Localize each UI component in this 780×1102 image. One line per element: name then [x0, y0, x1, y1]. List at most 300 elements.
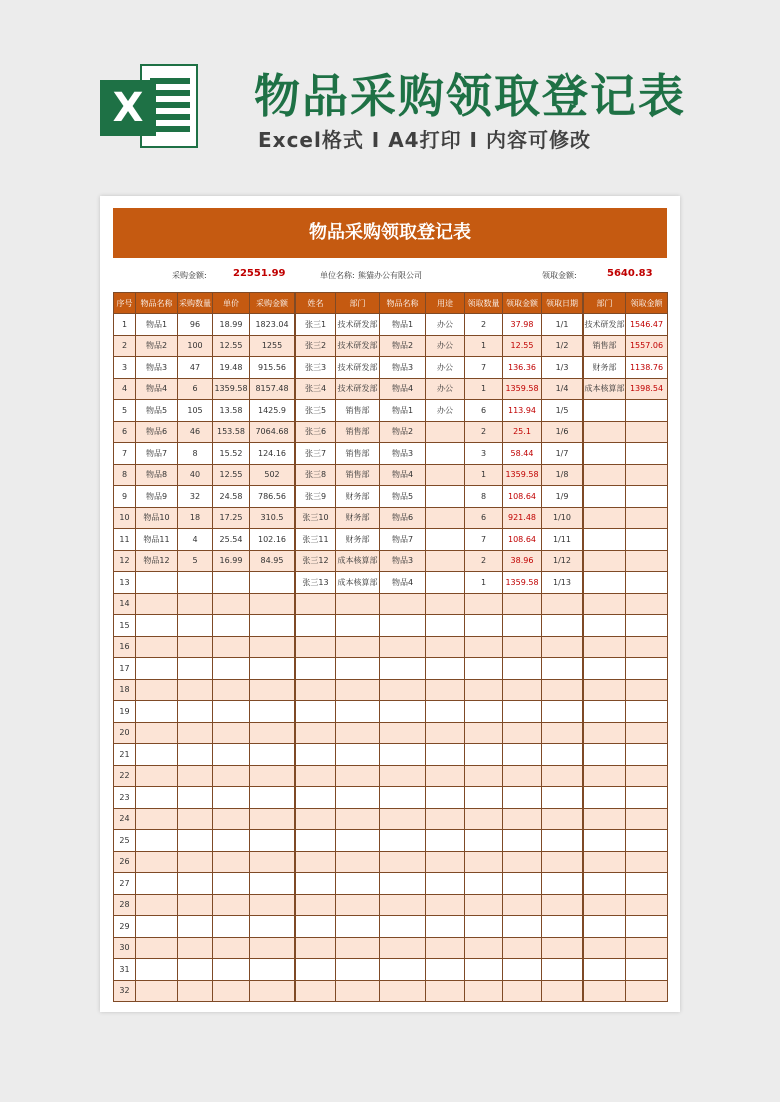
- table-cell[interactable]: 物品4: [380, 378, 426, 400]
- table-cell[interactable]: [250, 894, 295, 916]
- table-cell[interactable]: 张三11: [296, 529, 336, 551]
- table-cell[interactable]: [380, 722, 426, 744]
- table-cell[interactable]: [250, 937, 295, 959]
- table-cell[interactable]: [584, 679, 626, 701]
- table-cell[interactable]: [213, 615, 250, 637]
- table-cell[interactable]: 8157.48: [250, 378, 295, 400]
- table-cell[interactable]: [503, 615, 542, 637]
- table-cell[interactable]: [336, 701, 380, 723]
- table-cell[interactable]: 47: [178, 357, 213, 379]
- table-cell[interactable]: [503, 787, 542, 809]
- table-cell[interactable]: 915.56: [250, 357, 295, 379]
- table-cell[interactable]: 1: [114, 314, 136, 336]
- table-cell[interactable]: [465, 744, 503, 766]
- table-cell[interactable]: [380, 959, 426, 981]
- table-cell[interactable]: 物品2: [380, 335, 426, 357]
- table-cell[interactable]: [380, 787, 426, 809]
- table-cell[interactable]: [178, 873, 213, 895]
- table-cell[interactable]: 1359.58: [503, 378, 542, 400]
- table-cell[interactable]: 19.48: [213, 357, 250, 379]
- table-cell[interactable]: [626, 744, 668, 766]
- table-cell[interactable]: 1/5: [542, 400, 583, 422]
- table-cell[interactable]: [380, 615, 426, 637]
- table-cell[interactable]: 1425.9: [250, 400, 295, 422]
- table-cell[interactable]: 张三10: [296, 507, 336, 529]
- table-cell[interactable]: [542, 851, 583, 873]
- table-cell[interactable]: 物品7: [136, 443, 178, 465]
- table-cell[interactable]: [336, 873, 380, 895]
- table-cell[interactable]: [626, 830, 668, 852]
- table-cell[interactable]: [336, 830, 380, 852]
- table-cell[interactable]: [465, 679, 503, 701]
- table-cell[interactable]: [380, 894, 426, 916]
- table-cell[interactable]: [542, 658, 583, 680]
- table-cell[interactable]: [542, 916, 583, 938]
- table-cell[interactable]: 25.1: [503, 421, 542, 443]
- table-cell[interactable]: 2: [465, 550, 503, 572]
- table-cell[interactable]: [584, 507, 626, 529]
- table-cell[interactable]: [426, 787, 465, 809]
- table-cell[interactable]: [380, 808, 426, 830]
- table-cell[interactable]: [250, 980, 295, 1002]
- table-cell[interactable]: [250, 830, 295, 852]
- table-cell[interactable]: [503, 744, 542, 766]
- table-cell[interactable]: [584, 572, 626, 594]
- table-cell[interactable]: [213, 765, 250, 787]
- table-cell[interactable]: [296, 851, 336, 873]
- table-cell[interactable]: [626, 400, 668, 422]
- table-cell[interactable]: [336, 658, 380, 680]
- table-cell[interactable]: 4: [178, 529, 213, 551]
- table-cell[interactable]: [503, 701, 542, 723]
- table-cell[interactable]: [542, 980, 583, 1002]
- table-cell[interactable]: [136, 615, 178, 637]
- table-cell[interactable]: [503, 722, 542, 744]
- table-cell[interactable]: 物品6: [380, 507, 426, 529]
- table-cell[interactable]: [336, 851, 380, 873]
- table-cell[interactable]: [626, 507, 668, 529]
- table-cell[interactable]: [426, 486, 465, 508]
- table-cell[interactable]: [136, 658, 178, 680]
- table-cell[interactable]: 6: [465, 400, 503, 422]
- table-cell[interactable]: [626, 937, 668, 959]
- table-cell[interactable]: [503, 593, 542, 615]
- table-cell[interactable]: [296, 765, 336, 787]
- table-cell[interactable]: [584, 464, 626, 486]
- table-cell[interactable]: [178, 894, 213, 916]
- table-cell[interactable]: 办公: [426, 314, 465, 336]
- table-cell[interactable]: [584, 722, 626, 744]
- table-cell[interactable]: 物品1: [380, 314, 426, 336]
- table-cell[interactable]: 1/1: [542, 314, 583, 336]
- table-cell[interactable]: 8: [114, 464, 136, 486]
- table-cell[interactable]: [465, 873, 503, 895]
- table-cell[interactable]: 物品3: [136, 357, 178, 379]
- table-cell[interactable]: 5: [178, 550, 213, 572]
- table-cell[interactable]: [426, 679, 465, 701]
- table-cell[interactable]: [380, 636, 426, 658]
- table-cell[interactable]: [584, 765, 626, 787]
- table-cell[interactable]: [626, 679, 668, 701]
- table-cell[interactable]: 1/12: [542, 550, 583, 572]
- table-cell[interactable]: 96: [178, 314, 213, 336]
- table-cell[interactable]: [584, 529, 626, 551]
- table-cell[interactable]: [213, 894, 250, 916]
- table-cell[interactable]: [503, 679, 542, 701]
- table-cell[interactable]: [503, 765, 542, 787]
- table-cell[interactable]: [250, 808, 295, 830]
- table-cell[interactable]: [136, 744, 178, 766]
- table-cell[interactable]: [626, 572, 668, 594]
- table-cell[interactable]: [584, 486, 626, 508]
- table-cell[interactable]: [584, 658, 626, 680]
- table-cell[interactable]: [426, 744, 465, 766]
- table-cell[interactable]: [250, 572, 295, 594]
- table-cell[interactable]: 20: [114, 722, 136, 744]
- table-cell[interactable]: [465, 765, 503, 787]
- table-cell[interactable]: [380, 744, 426, 766]
- table-cell[interactable]: [426, 830, 465, 852]
- table-cell[interactable]: [542, 959, 583, 981]
- table-cell[interactable]: [426, 873, 465, 895]
- table-cell[interactable]: [584, 701, 626, 723]
- table-cell[interactable]: [296, 916, 336, 938]
- table-cell[interactable]: 1/3: [542, 357, 583, 379]
- table-cell[interactable]: [542, 636, 583, 658]
- table-cell[interactable]: 物品8: [136, 464, 178, 486]
- table-cell[interactable]: 11: [114, 529, 136, 551]
- table-cell[interactable]: [426, 701, 465, 723]
- table-cell[interactable]: [336, 615, 380, 637]
- table-cell[interactable]: 物品4: [380, 464, 426, 486]
- table-cell[interactable]: 1546.47: [626, 314, 668, 336]
- table-cell[interactable]: [626, 787, 668, 809]
- table-cell[interactable]: [626, 464, 668, 486]
- table-cell[interactable]: [465, 808, 503, 830]
- table-cell[interactable]: [380, 679, 426, 701]
- table-cell[interactable]: [250, 959, 295, 981]
- table-cell[interactable]: 9: [114, 486, 136, 508]
- table-cell[interactable]: 7064.68: [250, 421, 295, 443]
- table-cell[interactable]: 27: [114, 873, 136, 895]
- table-cell[interactable]: [178, 916, 213, 938]
- table-cell[interactable]: [250, 701, 295, 723]
- table-cell[interactable]: [336, 916, 380, 938]
- table-cell[interactable]: [626, 808, 668, 830]
- table-cell[interactable]: [296, 744, 336, 766]
- table-cell[interactable]: [250, 636, 295, 658]
- table-cell[interactable]: [503, 916, 542, 938]
- table-cell[interactable]: 1: [465, 464, 503, 486]
- table-cell[interactable]: 张三4: [296, 378, 336, 400]
- table-cell[interactable]: 物品2: [380, 421, 426, 443]
- table-cell[interactable]: [426, 658, 465, 680]
- table-cell[interactable]: 物品5: [136, 400, 178, 422]
- table-cell[interactable]: [136, 722, 178, 744]
- table-cell[interactable]: [626, 443, 668, 465]
- table-cell[interactable]: [626, 421, 668, 443]
- table-cell[interactable]: [336, 808, 380, 830]
- table-cell[interactable]: 1823.04: [250, 314, 295, 336]
- table-cell[interactable]: [465, 851, 503, 873]
- table-cell[interactable]: [136, 765, 178, 787]
- table-cell[interactable]: 技术研发部: [584, 314, 626, 336]
- table-cell[interactable]: [542, 722, 583, 744]
- table-cell[interactable]: 销售部: [336, 421, 380, 443]
- table-cell[interactable]: [336, 593, 380, 615]
- table-cell[interactable]: [250, 615, 295, 637]
- table-cell[interactable]: 8: [178, 443, 213, 465]
- table-cell[interactable]: [296, 658, 336, 680]
- table-cell[interactable]: [542, 744, 583, 766]
- table-cell[interactable]: 财务部: [584, 357, 626, 379]
- table-cell[interactable]: 1/6: [542, 421, 583, 443]
- table-cell[interactable]: [626, 765, 668, 787]
- table-cell[interactable]: 销售部: [336, 400, 380, 422]
- table-cell[interactable]: [542, 765, 583, 787]
- table-cell[interactable]: [584, 787, 626, 809]
- table-cell[interactable]: [584, 894, 626, 916]
- table-cell[interactable]: [336, 636, 380, 658]
- table-cell[interactable]: 5: [114, 400, 136, 422]
- table-cell[interactable]: [626, 722, 668, 744]
- table-cell[interactable]: 销售部: [336, 443, 380, 465]
- table-cell[interactable]: [426, 421, 465, 443]
- table-cell[interactable]: [626, 851, 668, 873]
- table-cell[interactable]: [136, 787, 178, 809]
- table-cell[interactable]: [296, 894, 336, 916]
- table-cell[interactable]: [426, 722, 465, 744]
- table-cell[interactable]: [250, 787, 295, 809]
- table-cell[interactable]: [584, 808, 626, 830]
- table-cell[interactable]: [542, 894, 583, 916]
- table-cell[interactable]: [626, 658, 668, 680]
- table-cell[interactable]: 1/11: [542, 529, 583, 551]
- table-cell[interactable]: [584, 421, 626, 443]
- table-cell[interactable]: [336, 787, 380, 809]
- table-cell[interactable]: [178, 615, 213, 637]
- table-cell[interactable]: 技术研发部: [336, 357, 380, 379]
- table-cell[interactable]: 18: [178, 507, 213, 529]
- table-cell[interactable]: 25: [114, 830, 136, 852]
- table-cell[interactable]: [626, 529, 668, 551]
- table-cell[interactable]: [380, 765, 426, 787]
- table-cell[interactable]: 1/10: [542, 507, 583, 529]
- table-cell[interactable]: 17: [114, 658, 136, 680]
- table-cell[interactable]: 7: [465, 529, 503, 551]
- table-cell[interactable]: 财务部: [336, 507, 380, 529]
- table-cell[interactable]: [380, 701, 426, 723]
- table-cell[interactable]: 10: [114, 507, 136, 529]
- table-cell[interactable]: 成本核算部: [336, 572, 380, 594]
- table-cell[interactable]: [584, 550, 626, 572]
- table-cell[interactable]: [213, 744, 250, 766]
- table-cell[interactable]: [465, 916, 503, 938]
- table-cell[interactable]: 17.25: [213, 507, 250, 529]
- table-cell[interactable]: [136, 701, 178, 723]
- table-cell[interactable]: [250, 873, 295, 895]
- table-cell[interactable]: [465, 722, 503, 744]
- table-cell[interactable]: [213, 830, 250, 852]
- table-cell[interactable]: [296, 959, 336, 981]
- table-cell[interactable]: 1359.58: [213, 378, 250, 400]
- table-cell[interactable]: [296, 873, 336, 895]
- table-cell[interactable]: [250, 658, 295, 680]
- table-cell[interactable]: 1359.58: [503, 572, 542, 594]
- table-cell[interactable]: [503, 959, 542, 981]
- table-cell[interactable]: 财务部: [336, 486, 380, 508]
- table-cell[interactable]: 19: [114, 701, 136, 723]
- table-cell[interactable]: 18: [114, 679, 136, 701]
- table-cell[interactable]: [465, 830, 503, 852]
- table-cell[interactable]: [584, 959, 626, 981]
- table-cell[interactable]: [296, 830, 336, 852]
- table-cell[interactable]: 成本核算部: [336, 550, 380, 572]
- table-cell[interactable]: [136, 808, 178, 830]
- table-cell[interactable]: [584, 830, 626, 852]
- table-cell[interactable]: 物品10: [136, 507, 178, 529]
- table-cell[interactable]: 13.58: [213, 400, 250, 422]
- table-cell[interactable]: 物品4: [136, 378, 178, 400]
- table-cell[interactable]: [178, 765, 213, 787]
- table-cell[interactable]: [465, 894, 503, 916]
- table-cell[interactable]: [336, 894, 380, 916]
- table-cell[interactable]: [178, 830, 213, 852]
- table-cell[interactable]: 1/8: [542, 464, 583, 486]
- table-cell[interactable]: 40: [178, 464, 213, 486]
- table-cell[interactable]: [426, 550, 465, 572]
- table-cell[interactable]: [584, 636, 626, 658]
- table-cell[interactable]: 22: [114, 765, 136, 787]
- table-cell[interactable]: 13: [114, 572, 136, 594]
- table-cell[interactable]: [503, 636, 542, 658]
- table-cell[interactable]: 1/2: [542, 335, 583, 357]
- table-cell[interactable]: [626, 550, 668, 572]
- table-cell[interactable]: [136, 851, 178, 873]
- table-cell[interactable]: [503, 830, 542, 852]
- table-cell[interactable]: [296, 787, 336, 809]
- table-cell[interactable]: [136, 679, 178, 701]
- table-cell[interactable]: 1: [465, 335, 503, 357]
- table-cell[interactable]: [178, 980, 213, 1002]
- table-cell[interactable]: 技术研发部: [336, 314, 380, 336]
- table-cell[interactable]: [136, 937, 178, 959]
- table-cell[interactable]: 张三12: [296, 550, 336, 572]
- table-cell[interactable]: 物品3: [380, 357, 426, 379]
- table-cell[interactable]: [465, 658, 503, 680]
- table-cell[interactable]: [336, 937, 380, 959]
- table-cell[interactable]: 物品1: [380, 400, 426, 422]
- table-cell[interactable]: 16: [114, 636, 136, 658]
- table-cell[interactable]: [542, 701, 583, 723]
- table-cell[interactable]: [426, 507, 465, 529]
- table-cell[interactable]: 2: [114, 335, 136, 357]
- table-cell[interactable]: [296, 937, 336, 959]
- table-cell[interactable]: 24.58: [213, 486, 250, 508]
- table-cell[interactable]: 1557.06: [626, 335, 668, 357]
- table-cell[interactable]: [213, 916, 250, 938]
- table-cell[interactable]: [136, 959, 178, 981]
- table-cell[interactable]: 153.58: [213, 421, 250, 443]
- table-cell[interactable]: [584, 916, 626, 938]
- table-cell[interactable]: 张三2: [296, 335, 336, 357]
- table-cell[interactable]: [503, 894, 542, 916]
- table-cell[interactable]: [584, 615, 626, 637]
- table-cell[interactable]: [426, 443, 465, 465]
- table-cell[interactable]: [426, 916, 465, 938]
- table-cell[interactable]: [426, 636, 465, 658]
- table-cell[interactable]: [178, 593, 213, 615]
- table-cell[interactable]: [213, 873, 250, 895]
- table-cell[interactable]: [542, 787, 583, 809]
- table-cell[interactable]: 销售部: [336, 464, 380, 486]
- table-cell[interactable]: [503, 658, 542, 680]
- table-cell[interactable]: [465, 636, 503, 658]
- table-cell[interactable]: 2: [465, 421, 503, 443]
- table-cell[interactable]: [250, 916, 295, 938]
- table-cell[interactable]: 8: [465, 486, 503, 508]
- table-cell[interactable]: [250, 744, 295, 766]
- table-cell[interactable]: [503, 851, 542, 873]
- table-cell[interactable]: 12.55: [213, 464, 250, 486]
- table-cell[interactable]: 物品11: [136, 529, 178, 551]
- table-cell[interactable]: [178, 636, 213, 658]
- table-cell[interactable]: [584, 937, 626, 959]
- table-cell[interactable]: 物品5: [380, 486, 426, 508]
- table-cell[interactable]: [178, 744, 213, 766]
- table-cell[interactable]: 26: [114, 851, 136, 873]
- table-cell[interactable]: [584, 593, 626, 615]
- table-cell[interactable]: [626, 701, 668, 723]
- table-cell[interactable]: [584, 443, 626, 465]
- table-cell[interactable]: [213, 980, 250, 1002]
- table-cell[interactable]: 1: [465, 572, 503, 594]
- table-cell[interactable]: [465, 937, 503, 959]
- table-cell[interactable]: [336, 679, 380, 701]
- table-cell[interactable]: [626, 636, 668, 658]
- table-cell[interactable]: [426, 959, 465, 981]
- table-cell[interactable]: [213, 959, 250, 981]
- table-cell[interactable]: [626, 873, 668, 895]
- table-cell[interactable]: [250, 722, 295, 744]
- table-cell[interactable]: [296, 701, 336, 723]
- table-cell[interactable]: 1255: [250, 335, 295, 357]
- table-cell[interactable]: [626, 959, 668, 981]
- table-cell[interactable]: [250, 593, 295, 615]
- table-cell[interactable]: [178, 937, 213, 959]
- table-cell[interactable]: 32: [178, 486, 213, 508]
- table-cell[interactable]: [178, 959, 213, 981]
- table-cell[interactable]: [380, 851, 426, 873]
- table-cell[interactable]: 物品12: [136, 550, 178, 572]
- table-cell[interactable]: 1398.54: [626, 378, 668, 400]
- table-cell[interactable]: [626, 980, 668, 1002]
- table-cell[interactable]: [542, 808, 583, 830]
- table-cell[interactable]: 1: [465, 378, 503, 400]
- table-cell[interactable]: [213, 572, 250, 594]
- table-cell[interactable]: [336, 980, 380, 1002]
- table-cell[interactable]: 921.48: [503, 507, 542, 529]
- table-cell[interactable]: [542, 873, 583, 895]
- table-cell[interactable]: 29: [114, 916, 136, 938]
- table-cell[interactable]: [626, 486, 668, 508]
- table-cell[interactable]: [136, 830, 178, 852]
- table-cell[interactable]: 办公: [426, 400, 465, 422]
- table-cell[interactable]: [178, 572, 213, 594]
- table-cell[interactable]: 25.54: [213, 529, 250, 551]
- table-cell[interactable]: 物品7: [380, 529, 426, 551]
- table-cell[interactable]: [426, 615, 465, 637]
